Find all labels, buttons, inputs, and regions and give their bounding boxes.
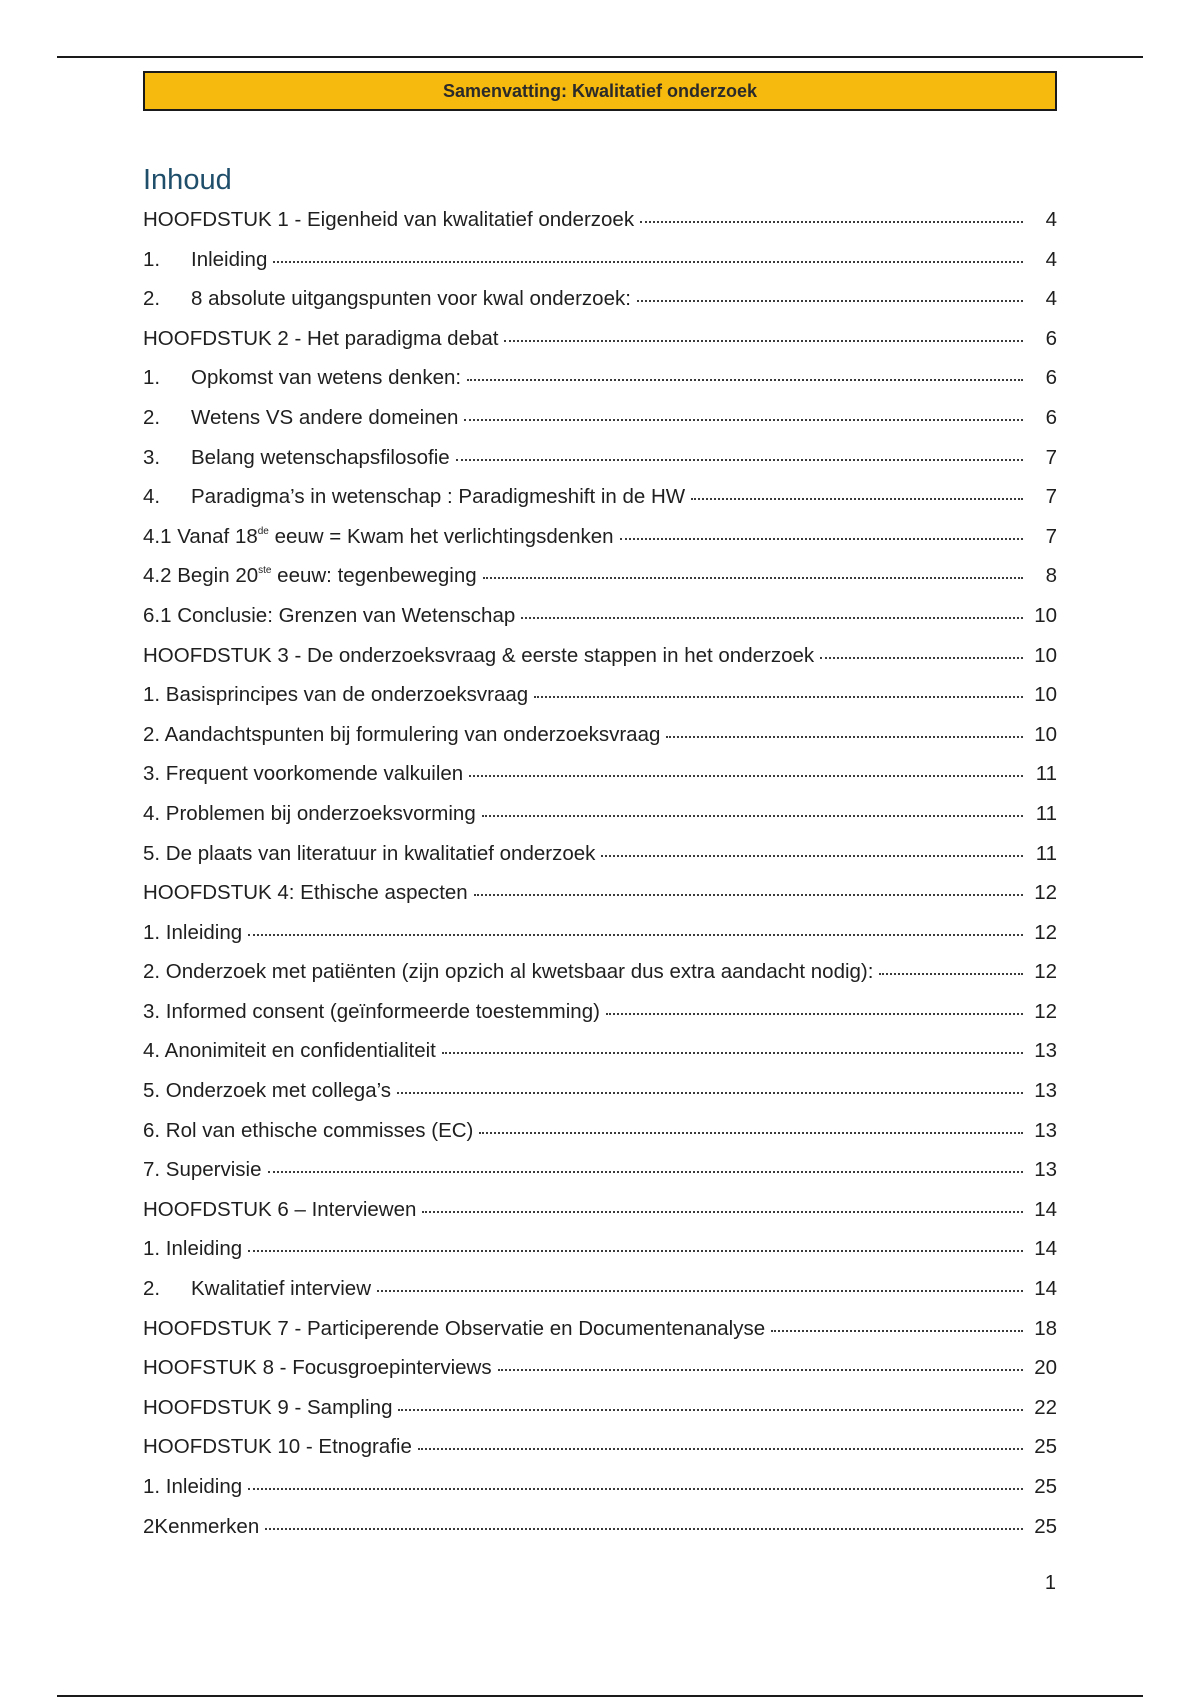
toc-entry-title-text: HOOFDSTUK 1 - Eigenheid van kwalitatief onderzoek	[143, 208, 635, 231]
toc-entry-title-continued: eeuw: tegenbeweging	[271, 564, 477, 588]
toc-entry[interactable]	[143, 200, 1057, 240]
toc-entry-page: 6	[1045, 405, 1057, 429]
toc-dot-leader	[482, 814, 1023, 817]
toc-entry-page: 6	[1045, 326, 1057, 350]
toc-entry-title	[143, 1309, 765, 1349]
toc-dot-leader	[534, 695, 1023, 698]
toc-entry[interactable]	[143, 279, 1057, 319]
toc-entry-title	[143, 1071, 391, 1111]
toc-entry-title-text: 1. Inleiding	[143, 920, 243, 944]
toc-entry[interactable]	[143, 1427, 1057, 1467]
toc-entry[interactable]	[143, 1229, 1057, 1269]
toc-dot-leader	[418, 1447, 1023, 1450]
toc-entry-title-text: Wetens VS andere domeinen	[191, 405, 459, 429]
toc-dot-leader	[479, 1131, 1023, 1134]
toc-entry-title-text: 1. Basisprincipes van de onderzoeksvraag	[143, 683, 529, 707]
toc-entry-title	[191, 358, 461, 398]
toc-entry-title	[143, 596, 515, 636]
toc-entry-page: 13	[1034, 1079, 1057, 1103]
toc-dot-leader	[879, 972, 1023, 975]
toc-dot-leader	[397, 1091, 1023, 1094]
toc-entry-title-text: HOOFDSTUK 9 - Sampling	[143, 1395, 393, 1419]
toc-entry-page: 18	[1034, 1316, 1057, 1340]
toc-entry-title-text: 7. Supervisie	[143, 1158, 262, 1182]
toc-entry-title-continued: eeuw = Kwam het verlichtingsdenken	[268, 524, 614, 548]
toc-entry-page: 8	[1045, 564, 1057, 588]
toc-entry-title	[143, 556, 477, 596]
toc-entry-title-text: 5. De plaats van literatuur in kwalitatief onderzoek	[143, 841, 596, 865]
toc-entry[interactable]	[143, 754, 1057, 794]
toc-entry-page: 6	[1045, 366, 1057, 390]
toc-dot-leader	[268, 1170, 1023, 1173]
toc-entry-page: 14	[1034, 1237, 1057, 1261]
toc-entry[interactable]	[143, 834, 1057, 874]
toc-entry-page: 13	[1034, 1118, 1057, 1142]
toc-entry-title-text: 6. Rol van ethische commisses (EC)	[143, 1118, 474, 1142]
toc-entry-page: 4	[1045, 247, 1057, 271]
toc-entry-title-text: 2. Aandachtspunten bij formulering van onderzoeksvraag	[143, 722, 661, 746]
toc-entry[interactable]	[143, 1388, 1057, 1428]
toc-dot-leader	[248, 1249, 1023, 1252]
toc-entry[interactable]	[143, 438, 1057, 478]
toc-entry-title	[143, 1111, 473, 1151]
toc-entry-title	[143, 1507, 259, 1547]
toc-entry-page: 25	[1034, 1435, 1057, 1459]
toc-entry-title	[191, 279, 631, 319]
toc-entry-title-text: 4.2 Begin 20	[143, 564, 259, 588]
toc-entry-title	[143, 1427, 412, 1467]
toc-entry-title	[143, 675, 528, 715]
toc-entry-title-text: Kwalitatief interview	[191, 1277, 372, 1301]
toc-entry-title-text: HOOFDSTUK 4: Ethische aspecten	[143, 881, 468, 905]
toc-dot-leader	[273, 260, 1023, 263]
toc-entry-title	[143, 715, 660, 755]
toc-entry-page: 4	[1045, 287, 1057, 311]
toc-entry-title-text: Inleiding	[191, 247, 268, 271]
toc-dot-leader	[820, 656, 1023, 659]
toc-entry-title	[143, 952, 873, 992]
toc-entry-title-text: 1. Inleiding	[143, 1237, 243, 1261]
toc-entry[interactable]	[143, 952, 1057, 992]
toc-entry-page: 22	[1034, 1395, 1057, 1419]
toc-entry-page: 25	[1034, 1475, 1057, 1498]
toc-dot-leader	[248, 1487, 1023, 1490]
toc-entry-page: 14	[1034, 1277, 1057, 1301]
toc-dot-leader	[377, 1289, 1023, 1292]
toc-entry-title	[143, 873, 468, 913]
toc-entry-title	[143, 319, 498, 359]
toc-entry-number: 2.	[143, 405, 161, 429]
toc-dot-leader	[464, 418, 1023, 421]
toc-dot-leader	[248, 933, 1023, 936]
toc-entry-superscript: de	[257, 525, 269, 537]
toc-entry-title	[143, 913, 242, 953]
toc-entry-page: 25	[1034, 1514, 1057, 1538]
toc-entry[interactable]	[143, 1111, 1057, 1151]
page-number: 1	[1044, 1572, 1056, 1594]
toc-dot-leader	[422, 1210, 1023, 1213]
header-rule	[57, 56, 1143, 58]
toc-entry-title-text: 1. Inleiding	[143, 1475, 243, 1498]
toc-entry-title	[143, 1348, 492, 1388]
toc-entry-title-text: 6.1 Conclusie: Grenzen van Wetenschap	[143, 603, 516, 627]
toc-entry-title-text: 3. Informed consent (geïnformeerde toestemming)	[143, 999, 600, 1023]
toc-entry-title	[143, 636, 814, 676]
toc-entry-page: 12	[1034, 999, 1057, 1023]
toc-entry[interactable]	[143, 240, 1057, 280]
toc-entry-title-text: 4.1 Vanaf 18	[143, 524, 258, 548]
toc-entry-number: 2.	[143, 287, 161, 311]
toc-dot-leader	[637, 299, 1023, 302]
toc-entry-title-text: 4. Anonimiteit en confidentialiteit	[143, 1039, 436, 1063]
toc-dot-leader	[620, 537, 1023, 540]
toc-entry-page: 12	[1034, 881, 1057, 905]
toc-entry-page: 7	[1045, 485, 1057, 509]
toc-entry-number: 1.	[143, 247, 161, 271]
toc-entry-title	[143, 200, 634, 240]
toc-entry-superscript: ste	[258, 565, 272, 577]
toc-entry[interactable]	[143, 1467, 1057, 1507]
toc-entry-title-text: 5. Onderzoek met collega’s	[143, 1079, 392, 1103]
toc-entry-page: 4	[1045, 208, 1057, 231]
toc-entry-title	[143, 1467, 242, 1507]
toc-entry[interactable]	[143, 517, 1057, 557]
toc-dot-leader	[442, 1051, 1023, 1054]
toc-entry[interactable]	[143, 794, 1057, 834]
footer-rule	[57, 1695, 1143, 1697]
toc-dot-leader	[640, 220, 1023, 223]
toc-entry-page: 11	[1035, 762, 1057, 786]
toc-heading: Inhoud	[143, 164, 232, 196]
toc-entry-title-text: 3. Frequent voorkomende valkuilen	[143, 762, 464, 786]
toc-entry-title	[191, 1269, 371, 1309]
toc-entry[interactable]	[143, 596, 1057, 636]
toc-entry-title-text: 2. Onderzoek met patiënten (zijn opzich al kwetsbaar dus extra aandacht nodig):	[143, 960, 874, 984]
toc-entry-number: 2.	[143, 1277, 161, 1301]
toc-entry[interactable]	[143, 1507, 1057, 1547]
toc-entry-title	[143, 1031, 436, 1071]
toc-entry-title-text: 2Kenmerken	[143, 1514, 260, 1538]
toc-entry-page: 12	[1034, 960, 1057, 984]
toc-entry-title-text: Paradigma’s in wetenschap : Paradigmeshift in de HW	[191, 485, 686, 509]
toc-entry-title	[191, 240, 267, 280]
toc-dot-leader	[474, 893, 1023, 896]
toc-entry[interactable]	[143, 675, 1057, 715]
toc-entry-title	[143, 834, 595, 874]
toc-entry-title	[143, 1150, 262, 1190]
toc-entry-title-text: Opkomst van wetens denken:	[191, 366, 462, 390]
toc-entry-page: 10	[1034, 603, 1057, 627]
toc-entry[interactable]	[143, 556, 1057, 596]
toc-dot-leader	[521, 616, 1023, 619]
toc-entry-title	[191, 438, 450, 478]
toc-entry[interactable]	[143, 715, 1057, 755]
toc-entry-page: 7	[1045, 445, 1057, 469]
toc-entry[interactable]	[143, 1150, 1057, 1190]
toc-entry-page: 11	[1035, 801, 1057, 825]
toc-entry-page: 10	[1034, 683, 1057, 707]
toc-entry-title-text: HOOFDSTUK 7 - Participerende Observatie en Documentenanalyse	[143, 1316, 766, 1340]
toc-entry-title	[143, 754, 463, 794]
toc-entry[interactable]	[143, 358, 1057, 398]
toc-entry-page: 20	[1034, 1356, 1057, 1380]
toc-entry-page: 12	[1034, 920, 1057, 944]
toc-entry-title	[143, 1190, 416, 1230]
toc-entry-page: 14	[1034, 1197, 1057, 1221]
toc-entry-page: 11	[1035, 841, 1057, 865]
toc-entry-page: 13	[1034, 1158, 1057, 1182]
toc-entry[interactable]	[143, 636, 1057, 676]
toc-entry[interactable]	[143, 1071, 1057, 1111]
toc-entry[interactable]	[143, 1269, 1057, 1309]
toc-entry-title-text: HOOFDSTUK 6 – Interviewen	[143, 1197, 417, 1221]
toc-entry-title	[191, 477, 685, 517]
toc-dot-leader	[504, 339, 1023, 342]
toc-entry[interactable]	[143, 319, 1057, 359]
toc-entry-page: 13	[1034, 1039, 1057, 1063]
toc-dot-leader	[771, 1329, 1023, 1332]
toc-entry[interactable]	[143, 1309, 1057, 1349]
toc-entry-title	[143, 794, 476, 834]
toc-entry-number: 3.	[143, 445, 161, 469]
toc-entry-title-text: HOOFDSTUK 3 - De onderzoeksvraag & eerste stappen in het onderzoek	[143, 643, 815, 667]
toc-entry-title	[143, 1229, 242, 1269]
toc-entry-number: 4.	[143, 485, 161, 509]
toc-entry-title-text: HOOFDSTUK 10 - Etnografie	[143, 1435, 412, 1459]
toc-entry[interactable]	[143, 1348, 1057, 1388]
toc-dot-leader	[498, 1368, 1023, 1371]
document-title-banner: Samenvatting: Kwalitatief onderzoek	[143, 71, 1057, 111]
toc-entry[interactable]	[143, 398, 1057, 438]
table-of-contents	[143, 200, 1057, 1546]
toc-entry-title-text: Belang wetenschapsfilosofie	[191, 445, 450, 469]
toc-entry[interactable]	[143, 913, 1057, 953]
toc-entry[interactable]	[143, 873, 1057, 913]
toc-entry[interactable]	[143, 1190, 1057, 1230]
toc-entry-number: 1.	[143, 366, 161, 390]
toc-entry-title-text: HOOFSTUK 8 - Focusgroepinterviews	[143, 1356, 492, 1380]
toc-entry[interactable]	[143, 1031, 1057, 1071]
toc-dot-leader	[469, 774, 1023, 777]
toc-entry[interactable]	[143, 992, 1057, 1032]
toc-dot-leader	[398, 1408, 1023, 1411]
toc-dot-leader	[666, 735, 1023, 738]
toc-dot-leader	[265, 1527, 1023, 1530]
toc-entry-page: 7	[1045, 524, 1057, 548]
toc-entry-title	[143, 517, 614, 557]
toc-dot-leader	[467, 378, 1023, 381]
toc-entry-title-text: HOOFDSTUK 2 - Het paradigma debat	[143, 326, 499, 350]
toc-entry-page: 10	[1034, 722, 1057, 746]
toc-dot-leader	[606, 1012, 1023, 1015]
toc-entry-title-text: 4. Problemen bij onderzoeksvorming	[143, 801, 476, 825]
toc-dot-leader	[456, 458, 1023, 461]
toc-entry-title	[191, 398, 458, 438]
toc-dot-leader	[483, 576, 1023, 579]
toc-dot-leader	[691, 497, 1023, 500]
toc-entry-page: 10	[1034, 643, 1057, 667]
toc-entry-title	[143, 992, 600, 1032]
toc-dot-leader	[601, 854, 1023, 857]
toc-entry[interactable]	[143, 477, 1057, 517]
toc-entry-title	[143, 1388, 392, 1428]
toc-entry-title-text: 8 absolute uitgangspunten voor kwal onderzoek:	[191, 287, 631, 311]
